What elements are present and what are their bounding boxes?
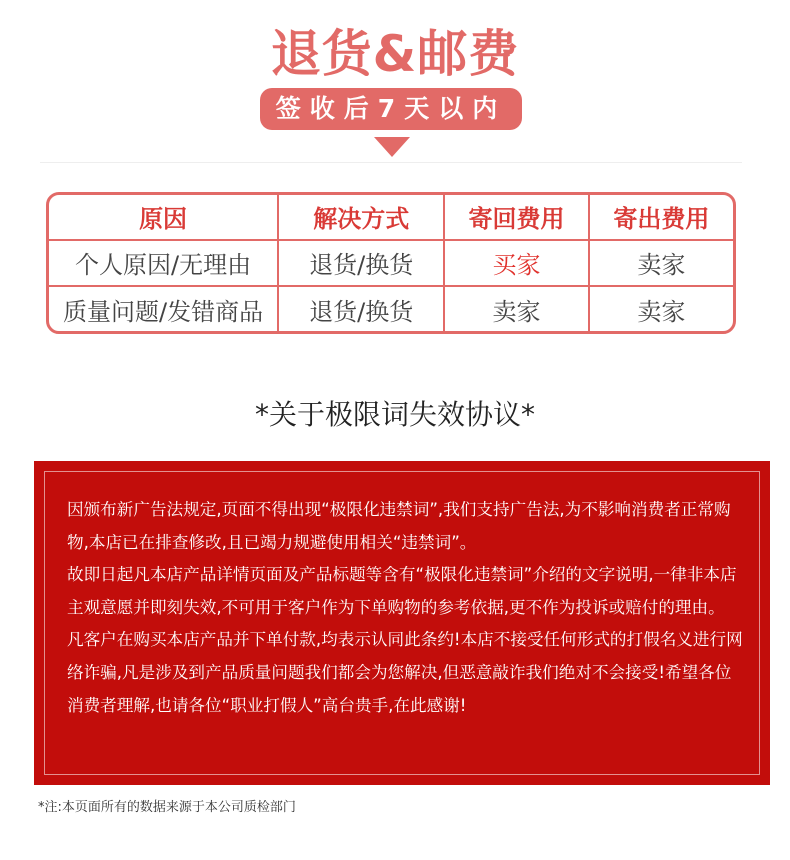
table-cell: 卖家 xyxy=(589,240,733,286)
header-solution: 解决方式 xyxy=(278,195,444,240)
table-row xyxy=(49,286,733,331)
notice-box xyxy=(34,461,770,785)
notice-paragraph: 故即日起凡本店产品详情页面及产品标题等含有“极限化违禁词”介绍的文字说明,一律非本店主观意愿并即刻失效,不可用于客户作为下单购物的参考依据,更不作为投诉或赔付的理由。 xyxy=(67,565,737,617)
notice-title: *关于极限词失效协议* xyxy=(254,398,535,431)
table-cell: 质量问题/发错商品 xyxy=(49,286,278,331)
header-shipping-fee: 寄出费用 xyxy=(589,195,733,240)
notice-text xyxy=(67,494,747,722)
notice-paragraph: 凡客户在购买本店产品并下单付款,均表示认同此条约!本店不接受任何形式的打假名义进行网络诈骗,凡是涉及到产品质量问题我们都会为您解决,但恶意敲诈我们绝对不会接受!希望各位消费者理解,也请各位“职业打假人”高台贵手,在此感谢! xyxy=(67,630,743,715)
footnote: *注:本页面所有的数据来源于本公司质检部门 xyxy=(38,800,296,815)
table-cell: 买家 xyxy=(444,240,588,286)
divider xyxy=(40,162,742,163)
header-return-fee: 寄回费用 xyxy=(444,195,588,240)
table-cell: 退货/换货 xyxy=(278,286,444,331)
table-cell: 退货/换货 xyxy=(278,240,444,286)
table-header-row xyxy=(49,195,733,240)
table-cell: 卖家 xyxy=(589,286,733,331)
table-cell: 个人原因/无理由 xyxy=(49,240,278,286)
notice-paragraph: 因颁布新广告法规定,页面不得出现“极限化违禁词”,我们支持广告法,为不影响消费者正常购物,本店已在排查修改,且已竭力规避使用相关“违禁词”。 xyxy=(67,500,731,552)
subtitle-badge: 签收后7天以内 xyxy=(260,88,522,130)
header-reason: 原因 xyxy=(49,195,278,240)
page-title: 退货&邮费 xyxy=(270,25,520,83)
table-cell: 卖家 xyxy=(444,286,588,331)
down-arrow-icon xyxy=(374,137,410,157)
table-row xyxy=(49,240,733,286)
policy-table xyxy=(46,192,736,334)
